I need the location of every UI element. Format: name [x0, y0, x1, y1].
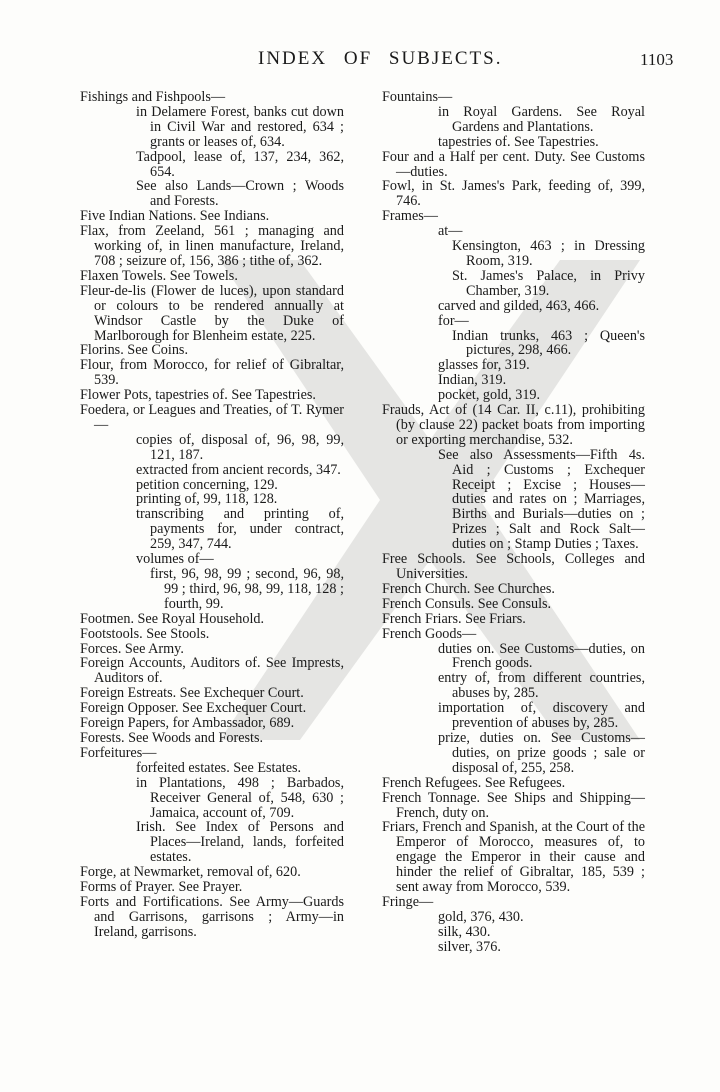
index-entry: Flaxen Towels. See Towels. — [80, 267, 238, 284]
index-entry: Florins. See Coins. — [80, 342, 188, 359]
index-subentry: extracted from ancient records, 347. — [136, 461, 341, 478]
index-subentry: forfeited estates. See Estates. — [136, 759, 302, 776]
index-subsubentry: Indian trunks, 463 ; Queen's pictures, 298, 466. — [452, 327, 645, 359]
index-entry: Fishings and Fishpools— — [80, 89, 226, 105]
index-subentry: silk, 430. — [438, 923, 491, 940]
index-subentry: See also Assessments—Fifth 4s. Aid ; Customs ; Exchequer Receipt ; Excise ; Houses—duties and rates on ; Marriages, Births and Burials—duties on ; Prizes ; Salt and Rock Salt—duties on ; Stamp Duties ; Taxes. — [438, 446, 645, 553]
index-entry: Forge, at Newmarket, removal of, 620. — [80, 864, 301, 881]
index-subentry: in Royal Gardens. See Royal Gardens and Plantations. — [438, 103, 645, 135]
index-entry: Friars, French and Spanish, at the Court of the Emperor of Morocco, measures of, to engage the Emperor in their cause and hinder the relief of Gibraltar, 185, 539 ; sent away from Morocco, 539. — [382, 819, 645, 896]
index-subentry: silver, 376. — [438, 938, 501, 955]
index-entry: Foreign Papers, for Ambassador, 689. — [80, 715, 295, 732]
index-subentry: at— — [438, 223, 463, 240]
index-entry: Five Indian Nations. See Indians. — [80, 208, 270, 225]
index-subentry: petition concerning, 129. — [136, 476, 278, 493]
index-entry: French Consuls. See Consuls. — [382, 595, 552, 612]
index-entry: French Goods— — [382, 625, 477, 642]
index-entry: Foreign Accounts, Auditors of. See Imprests, Auditors of. — [80, 655, 344, 687]
index-subentry: entry of, from different countries, abuses by, 285. — [438, 670, 645, 702]
index-subentry: tapestries of. See Tapestries. — [438, 133, 599, 150]
index-entry: French Refugees. See Refugees. — [382, 774, 566, 791]
index-entry: Foedera, or Leagues and Treaties, of T. Rymer— — [80, 402, 344, 433]
index-subentry: prize, duties on. See Customs—duties, on prize goods ; sale or disposal of, 255, 258. — [438, 729, 645, 776]
index-entry: Footstools. See Stools. — [80, 625, 210, 642]
index-entry: Four and a Half per cent. Duty. See Customs—duties. — [382, 148, 645, 180]
index-subentry: See also Lands—Crown ; Woods and Forests. — [136, 178, 344, 210]
index-subentry: carved and gilded, 463, 466. — [438, 297, 600, 314]
running-title: INDEX OF SUBJECTS. — [258, 48, 503, 69]
index-subsubentry: first, 96, 98, 99 ; second, 96, 98, 99 ; third, 96, 98, 99, 118, 128 ; fourth, 99. — [150, 566, 344, 612]
index-entry: French Friars. See Friars. — [382, 610, 526, 627]
index-subentry: in Delamere Forest, banks cut down in Civil War and restored, 634 ; grants or leases of, 634. — [136, 103, 344, 150]
left-column — [80, 90, 344, 940]
index-entry: Foreign Opposer. See Exchequer Court. — [80, 700, 307, 717]
index-subentry: copies of, disposal of, 96, 98, 99, 121, 187. — [136, 431, 344, 463]
index-entry: Footmen. See Royal Household. — [80, 610, 265, 627]
index-entry: Forfeitures— — [80, 744, 157, 761]
index-subentry: duties on. See Customs—duties, on French goods. — [438, 640, 645, 672]
index-subentry: volumes of— — [136, 551, 214, 568]
index-subentry: Tadpool, lease of, 137, 234, 362, 654. — [136, 148, 344, 180]
page-number: 1103 — [640, 50, 674, 69]
index-entry: Foreign Estreats. See Exchequer Court. — [80, 685, 304, 702]
index-subentry: glasses for, 319. — [438, 357, 530, 374]
index-entry: Flour, from Morocco, for relief of Gibraltar, 539. — [80, 357, 344, 389]
index-entry: Forests. See Woods and Forests. — [80, 729, 264, 746]
index-subentry: Indian, 319. — [438, 372, 507, 389]
index-subsubentry: St. James's Palace, in Privy Chamber, 319. — [452, 267, 645, 299]
index-subentry: for— — [438, 312, 469, 329]
index-subentry: printing of, 99, 118, 128. — [136, 491, 278, 508]
index-entry: French Tonnage. See Ships and Shipping—French, duty on. — [382, 789, 645, 821]
index-entry: Forms of Prayer. See Prayer. — [80, 879, 243, 896]
index-entry: Flower Pots, tapestries of. See Tapestries. — [80, 387, 316, 404]
index-entry: Forts and Fortifications. See Army—Guards and Garrisons, garrisons ; Army—in Ireland, garrisons. — [80, 893, 344, 940]
index-subentry: Irish. See Index of Persons and Places—Ireland, lands, forfeited estates. — [136, 819, 344, 866]
index-entry: Fringe— — [382, 893, 434, 910]
index-entry: Fountains— — [382, 89, 453, 105]
index-entry: Fowl, in St. James's Park, feeding of, 399, 746. — [382, 178, 645, 210]
index-entry: Frauds, Act of (14 Car. II, c.11), prohibiting (by clause 22) packet boats from importing or exporting merchandise, 532. — [382, 402, 645, 448]
index-subsubentry: Kensington, 463 ; in Dressing Room, 319. — [452, 238, 645, 269]
index-subentry: pocket, gold, 319. — [438, 387, 541, 404]
index-entry: Forces. See Army. — [80, 640, 184, 657]
index-entry: Fleur-de-lis (Flower de luces), upon standard or colours to be rendered annually at Windsor Castle by the Duke of Marlborough for Blenheim estate, 225. — [80, 282, 344, 344]
page-header — [0, 48, 720, 78]
index-subentry: importation of, discovery and prevention of abuses by, 285. — [438, 700, 645, 732]
index-entry: Frames— — [382, 208, 438, 225]
right-column — [382, 90, 645, 955]
index-entry: Free Schools. See Schools, Colleges and Universities. — [382, 551, 645, 582]
index-subentry: transcribing and printing of, payments for, under contract, 259, 347, 744. — [136, 506, 344, 553]
index-entry: Flax, from Zeeland, 561 ; managing and working of, in linen manufacture, Ireland, 708 ; seizure of, 156, 386 ; tithe of, 362. — [80, 223, 344, 269]
index-subentry: gold, 376, 430. — [438, 908, 524, 925]
index-entry: French Church. See Churches. — [382, 580, 555, 597]
index-subentry: in Plantations, 498 ; Barbados, Receiver General of, 548, 630 ; Jamaica, account of, 709. — [136, 774, 344, 821]
